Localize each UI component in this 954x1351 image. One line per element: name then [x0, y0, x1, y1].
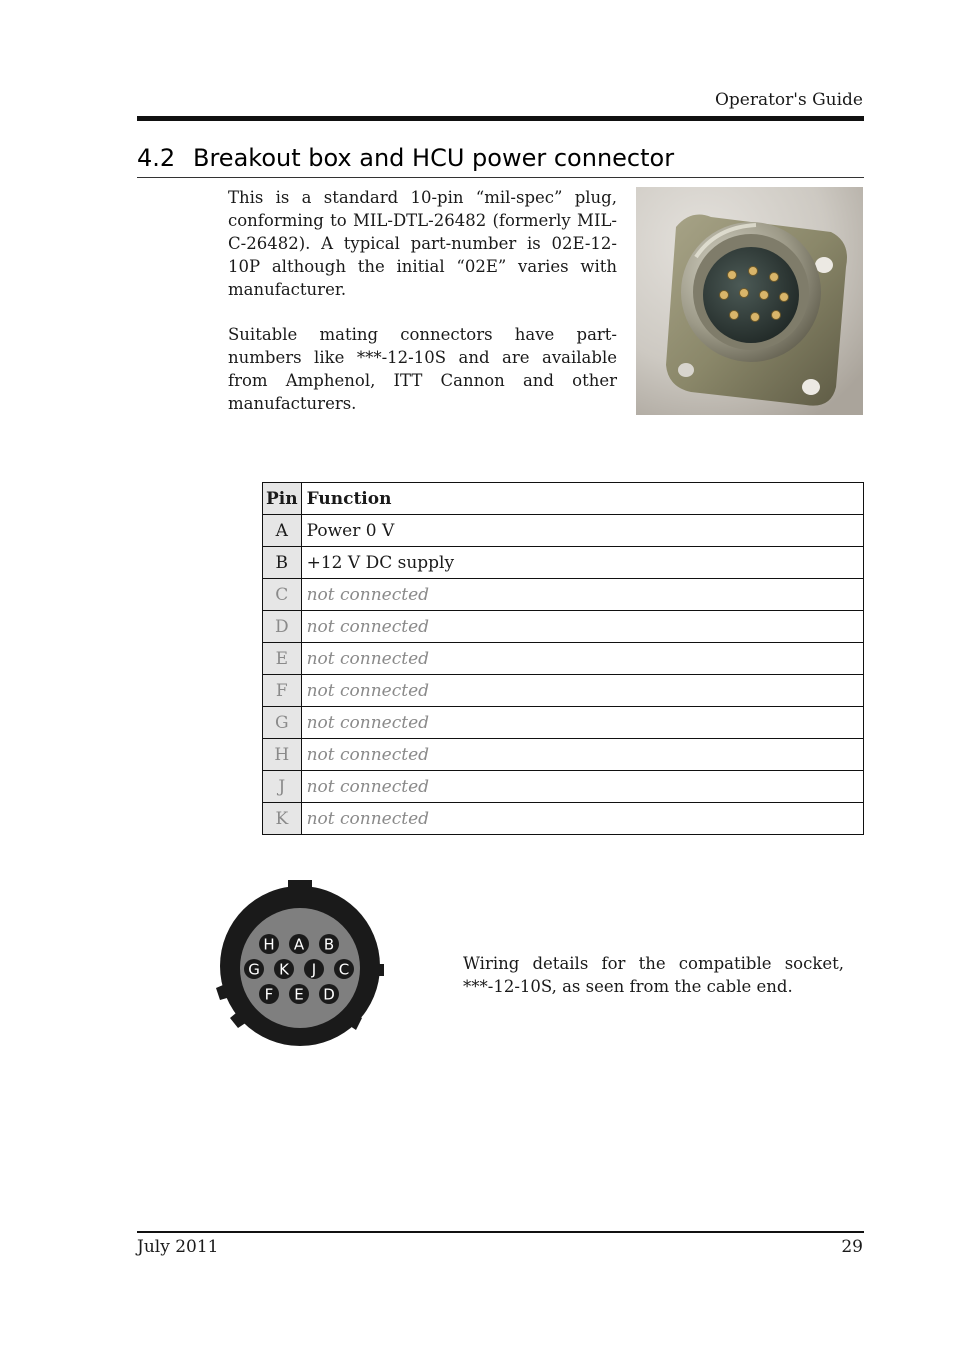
pin-j-label: J	[311, 960, 317, 979]
function-cell: not connected	[301, 771, 863, 803]
pin-a-label: A	[293, 935, 305, 954]
function-cell: +12 V DC supply	[301, 547, 863, 579]
pin-f-label: F	[264, 985, 274, 1004]
function-cell: not connected	[301, 739, 863, 771]
pin-e-label: E	[294, 985, 304, 1004]
pin-cell: C	[263, 579, 302, 611]
pin-f	[259, 984, 279, 1004]
pin-d-label: D	[323, 985, 335, 1004]
footer-date: July 2011	[137, 1237, 219, 1257]
function-cell: not connected	[301, 611, 863, 643]
running-head: Operator's Guide	[714, 90, 863, 110]
title-rule	[137, 177, 864, 178]
function-cell: not connected	[301, 707, 863, 739]
section-title	[137, 144, 864, 172]
table-row	[263, 579, 864, 611]
table-row	[263, 675, 864, 707]
function-cell: not connected	[301, 579, 863, 611]
table-row	[263, 547, 864, 579]
intro-paragraph-1: This is a standard 10-pin “mil-spec” plug, conforming to MIL-DTL-26482 (formerly MIL-C-26482). A typical part-number is 02E-12-10P although the initial “02E” varies with manufacturer.	[228, 188, 617, 299]
pin-cell: B	[263, 547, 302, 579]
footer-rule	[137, 1231, 864, 1233]
pin-cell: F	[263, 675, 302, 707]
table-row	[263, 739, 864, 771]
pin-cell: A	[263, 515, 302, 547]
function-cell: not connected	[301, 643, 863, 675]
pin-b	[319, 934, 339, 954]
intro-text	[228, 186, 617, 437]
table-row	[263, 515, 864, 547]
pin-c	[334, 959, 354, 979]
pin-g	[244, 959, 264, 979]
pin-cell: D	[263, 611, 302, 643]
table-row	[263, 611, 864, 643]
function-column-header: Function	[301, 483, 863, 515]
pin-cell: G	[263, 707, 302, 739]
pin-d	[319, 984, 339, 1004]
pin-cell: H	[263, 739, 302, 771]
table-row	[263, 643, 864, 675]
function-cell: not connected	[301, 803, 863, 835]
socket-shell	[216, 880, 384, 1046]
page-number: 29	[841, 1237, 863, 1257]
pin-b-label: B	[323, 935, 335, 954]
pin-cell: J	[263, 771, 302, 803]
pin-column-header: Pin	[263, 483, 302, 515]
intro-paragraph-2: Suitable mating connectors have part-numbers like ***-12-10S and are available from Amphenol, ITT Cannon and other manufacturers.	[228, 325, 617, 413]
header-rule	[137, 116, 864, 121]
pin-c-label: C	[338, 960, 350, 979]
table-row	[263, 771, 864, 803]
table-row	[263, 707, 864, 739]
pin-function-table	[262, 482, 864, 835]
pin-h	[259, 934, 279, 954]
pin-h-label: H	[263, 935, 275, 954]
pin-g-label: G	[248, 960, 260, 979]
pin-cell: E	[263, 643, 302, 675]
function-cell: Power 0 V	[301, 515, 863, 547]
section-title-text: Breakout box and HCU power connector	[193, 144, 675, 172]
pin-a	[289, 934, 309, 954]
table-header-row	[263, 483, 864, 515]
diagram-caption: Wiring details for the compatible socket, ***-12-10S, as seen from the cable end.	[463, 954, 844, 996]
pin-e	[289, 984, 309, 1004]
table-row	[263, 803, 864, 835]
connector-photo	[636, 187, 863, 415]
pin-k-label: K	[279, 960, 289, 979]
socket-diagram	[212, 878, 388, 1050]
section-number: 4.2	[137, 144, 176, 172]
pin-j	[304, 959, 324, 979]
function-cell: not connected	[301, 675, 863, 707]
pin-k	[274, 959, 294, 979]
pin-cell: K	[263, 803, 302, 835]
